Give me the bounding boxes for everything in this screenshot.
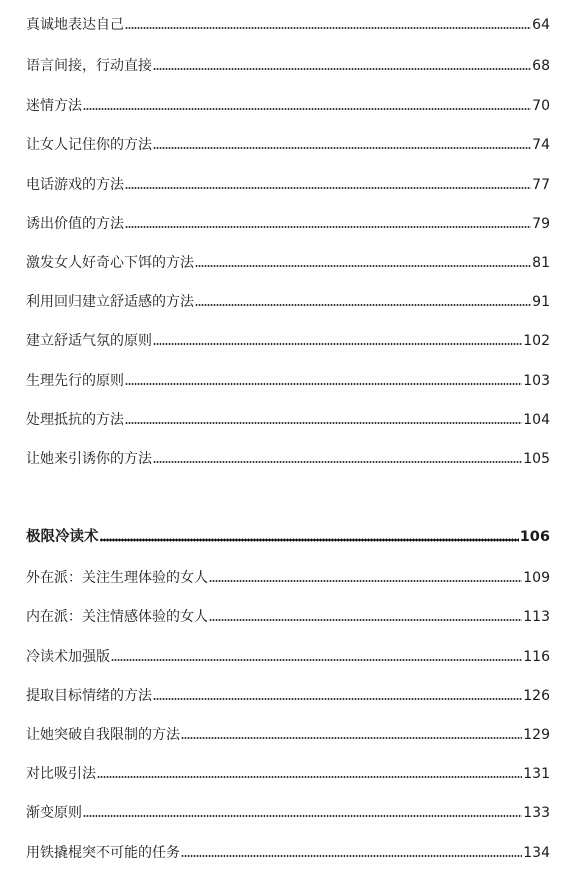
toc-dot-leader — [125, 421, 522, 425]
toc-entry[interactable] — [26, 644, 550, 666]
toc-dot-leader — [153, 67, 531, 71]
toc-entry-page: 91 — [532, 294, 550, 310]
toc-dot-leader — [153, 342, 522, 346]
toc-entry-page: 64 — [532, 17, 550, 33]
toc-dot-leader — [125, 225, 531, 229]
toc-dot-leader — [153, 460, 522, 464]
toc-entry-page: 103 — [523, 373, 550, 389]
toc-dot-leader — [83, 107, 531, 111]
toc-entry-page: 129 — [523, 727, 550, 743]
toc-entry[interactable] — [26, 368, 550, 390]
toc-dot-leader — [195, 264, 531, 268]
toc-entry-title: 激发女人好奇心下饵的方法 — [26, 255, 194, 271]
toc-entry[interactable] — [26, 250, 550, 272]
toc-dot-leader — [209, 618, 522, 622]
toc-entry-title: 生理先行的原则 — [26, 373, 124, 389]
toc-entry-page: 113 — [523, 609, 550, 625]
toc-entry[interactable] — [26, 761, 550, 783]
toc-dot-leader — [97, 775, 522, 779]
toc-entry-page: 70 — [532, 98, 550, 114]
toc-entry[interactable] — [26, 446, 550, 468]
toc-entry-title: 让她突破自我限制的方法 — [26, 727, 180, 743]
toc-entry-title: 语言间接，行动直接 — [26, 58, 152, 74]
toc-entry[interactable] — [26, 132, 550, 154]
toc-entry-title: 用铁撬棍突不可能的任务 — [26, 845, 180, 861]
toc-chapter-title: 极限冷读术 — [26, 529, 99, 545]
toc-entry[interactable] — [26, 407, 550, 429]
toc-entry-title: 内在派：关注情感体验的女人 — [26, 609, 208, 625]
toc-entry[interactable] — [26, 172, 550, 194]
toc-entry-page: 105 — [523, 451, 550, 467]
toc-entry-title: 冷读术加强版 — [26, 649, 110, 665]
toc-entry-title: 提取目标情绪的方法 — [26, 688, 152, 704]
toc-dot-leader — [125, 382, 522, 386]
toc-entry-page: 68 — [532, 58, 550, 74]
toc-entry-page: 102 — [523, 333, 550, 349]
toc-entry-title: 处理抵抗的方法 — [26, 412, 124, 428]
toc-entry-title: 让她来引诱你的方法 — [26, 451, 152, 467]
toc-entry[interactable] — [26, 12, 550, 34]
toc-entry-title: 外在派：关注生理体验的女人 — [26, 570, 208, 586]
toc-dot-leader — [100, 538, 519, 542]
toc-entry[interactable] — [26, 722, 550, 744]
toc-entry-page: 77 — [532, 177, 550, 193]
toc-dot-leader — [83, 814, 522, 818]
toc-entry[interactable] — [26, 328, 550, 350]
toc-dot-leader — [181, 736, 522, 740]
toc-dot-leader — [153, 697, 522, 701]
toc-entry-page: 116 — [523, 649, 550, 665]
toc-entry-title: 电话游戏的方法 — [26, 177, 124, 193]
toc-entry-title: 让女人记住你的方法 — [26, 137, 152, 153]
toc-entry-title: 迷情方法 — [26, 98, 82, 114]
toc-entry-page: 133 — [523, 805, 550, 821]
toc-dot-leader — [153, 146, 531, 150]
toc-entry[interactable] — [26, 565, 550, 587]
toc-entry-title: 对比吸引法 — [26, 766, 96, 782]
toc-entry-page: 79 — [532, 216, 550, 232]
toc-entry-title: 利用回归建立舒适感的方法 — [26, 294, 194, 310]
toc-entry[interactable] — [26, 53, 550, 75]
toc-entry[interactable] — [26, 604, 550, 626]
toc-entry-title: 真诚地表达自己 — [26, 17, 124, 33]
toc-entry-title: 渐变原则 — [26, 805, 82, 821]
toc-chapter-heading[interactable] — [26, 524, 550, 546]
toc-entry-page: 104 — [523, 412, 550, 428]
toc-entry[interactable] — [26, 683, 550, 705]
toc-dot-leader — [195, 303, 531, 307]
toc-dot-leader — [181, 854, 522, 858]
toc-chapter-page: 106 — [519, 529, 550, 545]
toc-entry-page: 109 — [523, 570, 550, 586]
toc-entry-page: 74 — [532, 137, 550, 153]
toc-entry[interactable] — [26, 840, 550, 862]
toc-dot-leader — [111, 658, 522, 662]
toc-entry-title: 诱出价值的方法 — [26, 216, 124, 232]
table-of-contents — [26, 0, 550, 874]
toc-entry[interactable] — [26, 211, 550, 233]
toc-dot-leader — [125, 26, 531, 30]
toc-entry[interactable] — [26, 93, 550, 115]
toc-entry-page: 81 — [532, 255, 550, 271]
toc-entry-title: 建立舒适气氛的原则 — [26, 333, 152, 349]
toc-entry[interactable] — [26, 800, 550, 822]
toc-entry-page: 134 — [523, 845, 550, 861]
toc-entry-page: 131 — [523, 766, 550, 782]
toc-entry-page: 126 — [523, 688, 550, 704]
toc-dot-leader — [125, 186, 531, 190]
toc-dot-leader — [209, 579, 522, 583]
toc-entry[interactable] — [26, 289, 550, 311]
